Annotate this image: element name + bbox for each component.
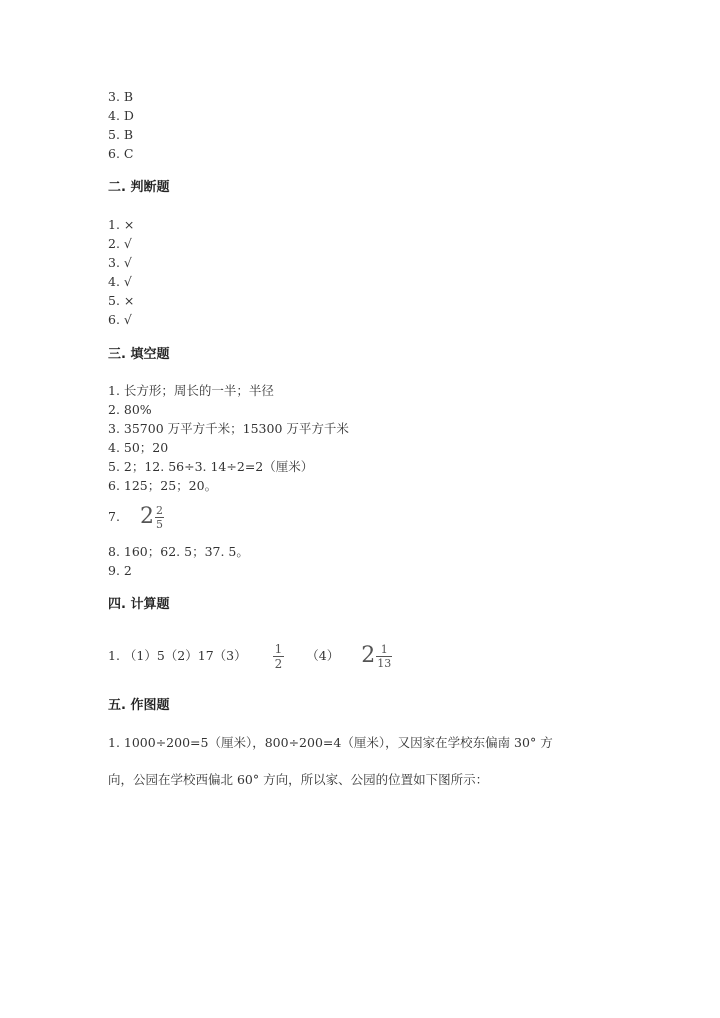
answer-item: 2. √	[108, 236, 132, 251]
answer-item: 5. ×	[108, 293, 135, 308]
fraction-denominator: 2	[274, 656, 283, 671]
mixed-number	[361, 644, 392, 669]
answer-item: 6. 125；25；20。	[108, 478, 218, 493]
answer-item: 3. 35700 万平方千米；15300 万平方千米	[108, 421, 349, 436]
calc-prefix: 1. （1）5（2）17（3）	[108, 648, 247, 663]
calc-mid: （4）	[306, 648, 340, 663]
fraction-half	[273, 643, 285, 670]
answer-text-line: 1. 1000÷200=5（厘米），800÷200=4（厘米），又因家在学校东偏南 30° 方	[108, 735, 553, 750]
answer-item: 3. √	[108, 255, 132, 270]
fraction-denominator: 13	[377, 656, 392, 670]
section-heading-fill-blank: 三. 填空题	[108, 347, 170, 362]
answer-item-calc	[108, 638, 392, 674]
fraction-numerator: 2	[155, 503, 163, 517]
answer-item: 1. 长方形；周长的一半；半径	[108, 383, 274, 398]
fraction	[376, 644, 392, 669]
fraction-denominator: 5	[155, 517, 163, 531]
answer-item: 4. √	[108, 274, 132, 289]
section-heading-drawing: 五. 作图题	[108, 698, 170, 713]
answer-item: 6. C	[108, 146, 134, 161]
answer-item: 4. D	[108, 108, 134, 123]
item-label: 7.	[108, 509, 120, 524]
answer-item: 1. ×	[108, 217, 135, 232]
answer-item: 9. 2	[108, 563, 132, 578]
fraction-numerator: 1	[274, 641, 283, 656]
answer-item: 5. 2；12. 56÷3. 14÷2=2（厘米）	[108, 459, 314, 474]
section-heading-judgment: 二. 判断题	[108, 180, 170, 195]
answer-text-line: 向，公园在学校西偏北 60° 方向，所以家、公园的位置如下图所示：	[108, 772, 489, 787]
answer-item: 3. B	[108, 89, 134, 104]
mixed-whole: 2	[139, 504, 154, 529]
answer-item: 4. 50；20	[108, 440, 169, 455]
fraction-numerator: 1	[380, 642, 388, 656]
answer-item: 5. B	[108, 127, 134, 142]
answer-item-7	[108, 500, 164, 534]
answer-item: 6. √	[108, 312, 132, 327]
answer-item: 2. 80%	[108, 402, 152, 417]
fraction	[155, 505, 164, 530]
mixed-whole: 2	[361, 643, 376, 668]
section-heading-calculation: 四. 计算题	[108, 597, 170, 612]
mixed-number	[140, 505, 164, 530]
answer-item: 8. 160；62. 5；37. 5。	[108, 544, 249, 559]
